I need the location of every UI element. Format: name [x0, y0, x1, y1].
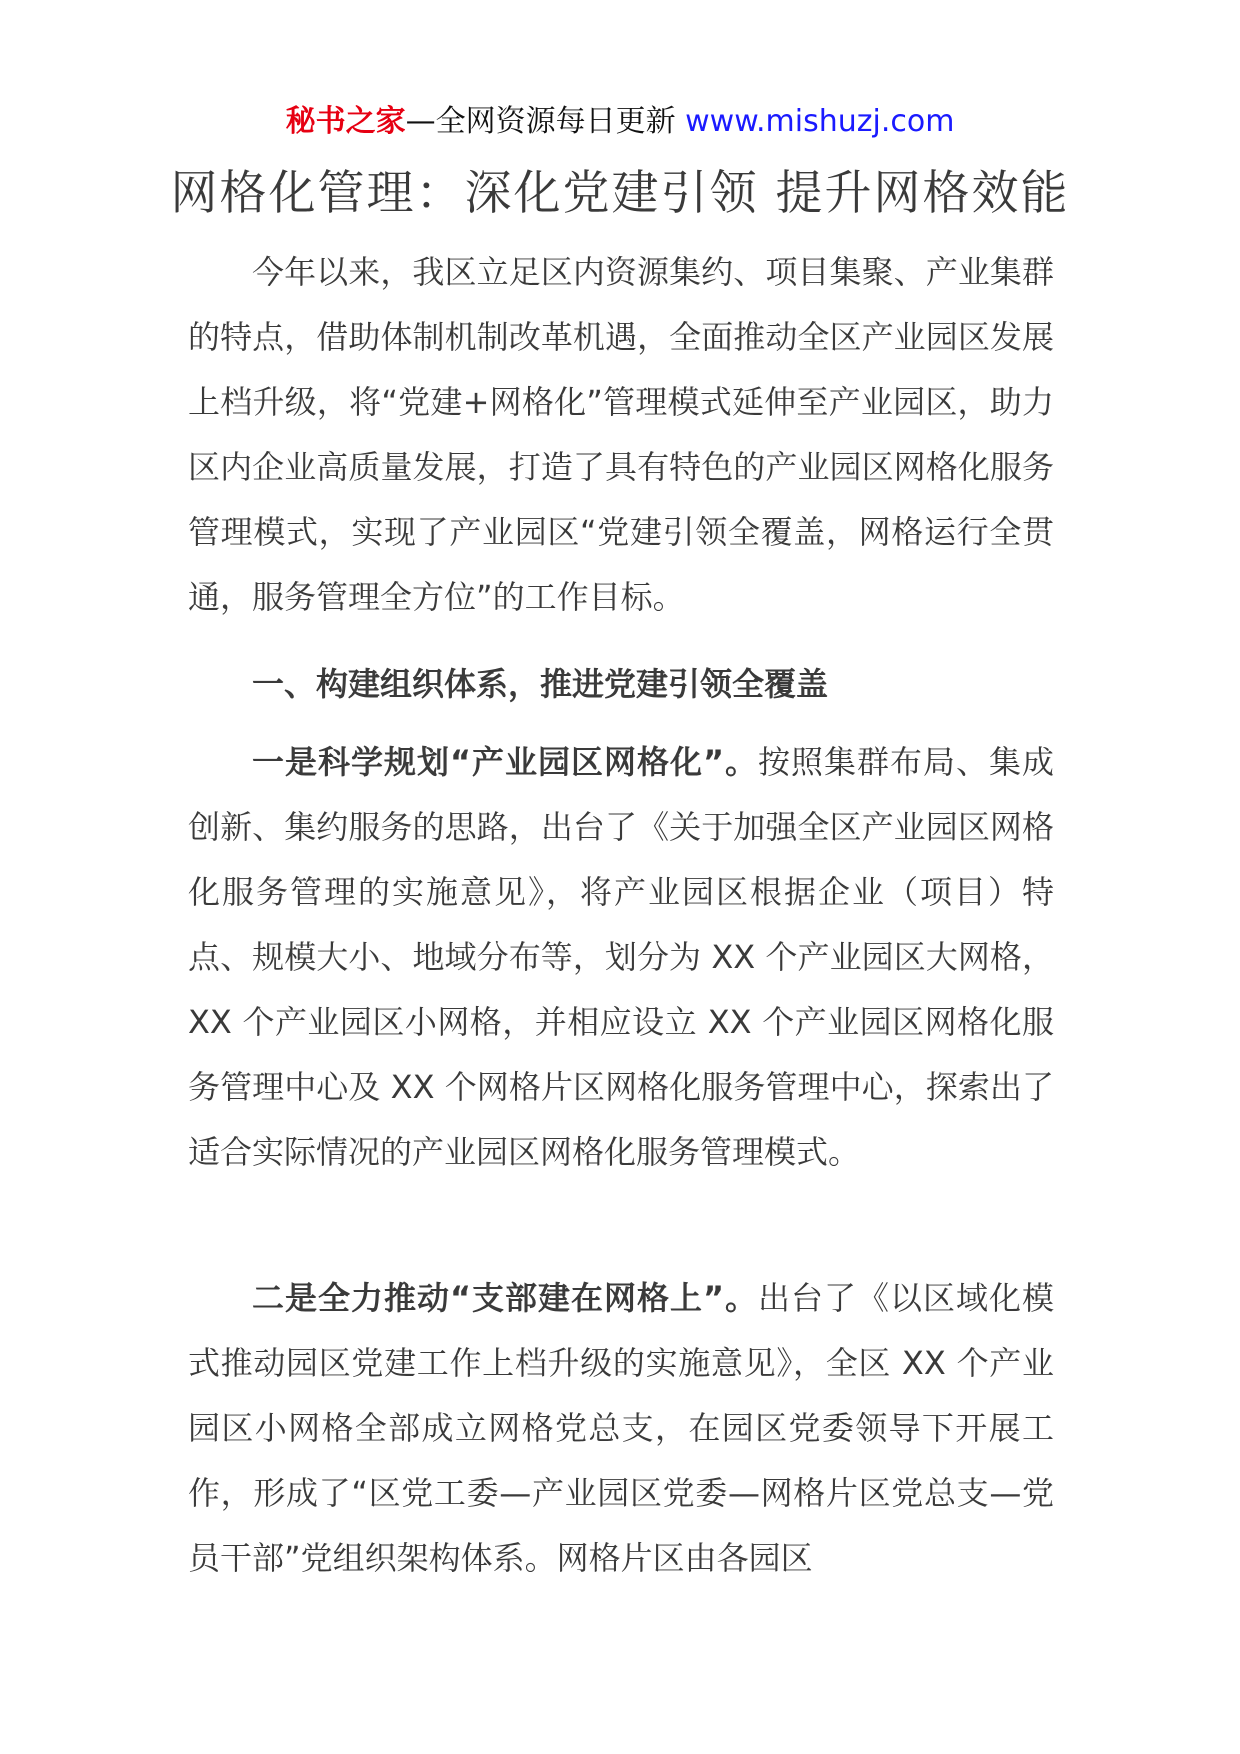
site-url-link[interactable]: www.mishuzj.com: [685, 104, 955, 139]
intro-paragraph: 今年以来，我区立足区内资源集约、项目集聚、产业集群的特点，借助体制机制改革机遇，全面推动全区产业园区发展上档升级，将“党建+网格化”管理模式延伸至产业园区，助力区内企业高质量发展，打造了具有特色的产业园区网格化服务管理模式，实现了产业园区“党建引领全覆盖，网格运行全贯通，服务管理全方位”的工作目标。: [188, 253, 1054, 616]
paragraph-2-lead: 二是全力推动“支部建在网格上”。: [252, 1279, 759, 1317]
site-brand: 秘书之家: [285, 104, 406, 139]
section-heading: 一、构建组织体系，推进党建引领全覆盖: [252, 665, 829, 703]
paragraph-2-body: 出台了《以区域化模式推动园区党建工作上档升级的实施意见》，全区 XX 个产业园区小网格全部成立网格党总支，在园区党委领导下开展工作，形成了“区党工委—产业园区党委—网格片区党总支—党员干部”党组织架构体系。网格片区由各园区: [188, 1279, 1054, 1577]
paragraph-2: [188, 1266, 1054, 1591]
paragraph-1: [188, 730, 1054, 1185]
document-title: 网格化管理：深化党建引领 提升网格效能: [170, 166, 1070, 221]
paragraph-1-lead: 一是科学规划“产业园区网格化”。: [252, 743, 759, 781]
site-header: [0, 100, 1240, 144]
paragraph-1-body: 按照集群布局、集成创新、集约服务的思路，出台了《关于加强全区产业园区网格化服务管理的实施意见》，将产业园区根据企业（项目）特点、规模大小、地域分布等，划分为 XX 个产业园区大网格，XX 个产业园区小网格，并相应设立 XX 个产业园区网格化服务管理中心及 XX 个网格片区网格化服务管理中心，探索出了适合实际情况的产业园区网格化服务管理模式。: [188, 743, 1054, 1171]
site-tagline: —全网资源每日更新: [405, 104, 676, 139]
